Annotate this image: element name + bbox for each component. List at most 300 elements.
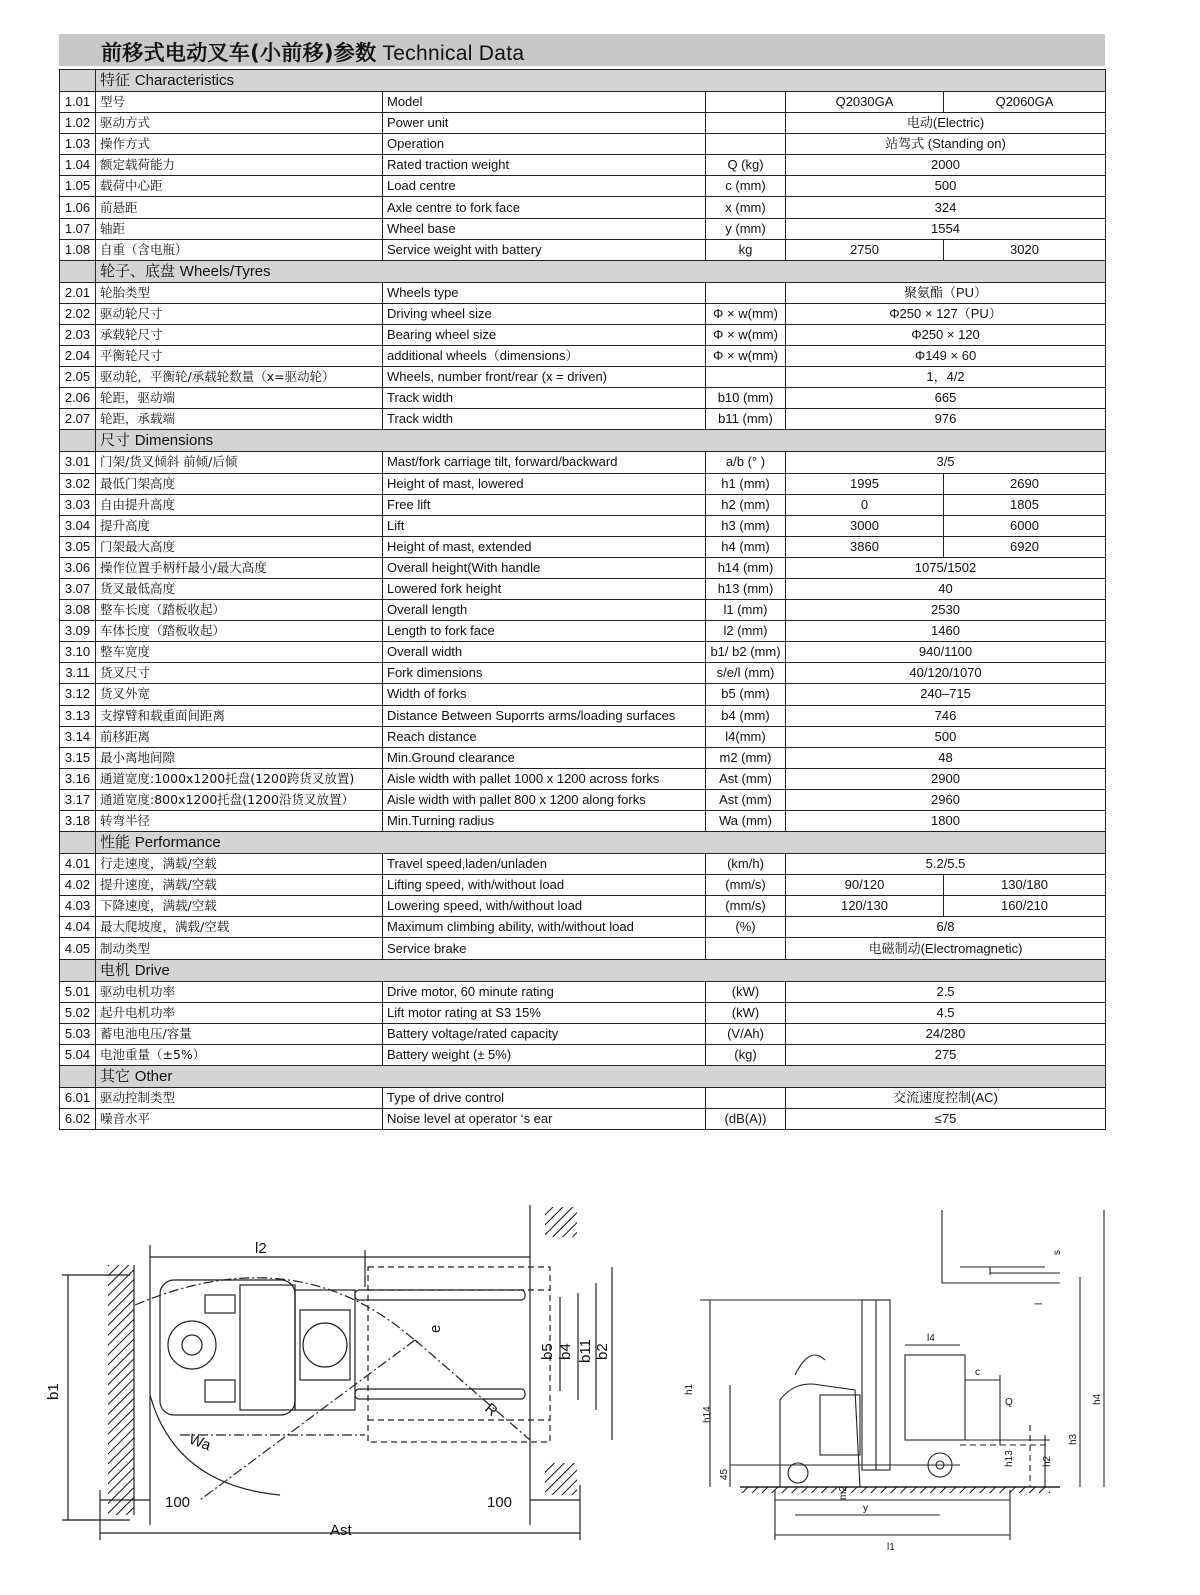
row-value: 1075/1502 [786, 557, 1106, 578]
row-unit [706, 938, 786, 959]
row-value: 1，4/2 [786, 367, 1106, 388]
row-label-en: Free lift [383, 494, 706, 515]
row-unit: a/b (° ) [706, 452, 786, 473]
row-unit [706, 282, 786, 303]
row-label-en: Aisle width with pallet 800 x 1200 along forks [383, 789, 706, 810]
label-wa: Wa [186, 1430, 214, 1455]
section-title-cn: 其它 [100, 1066, 131, 1085]
row-unit: h2 (mm) [706, 494, 786, 515]
row-value: Φ149 × 60 [786, 346, 1106, 367]
row-number: 3.09 [60, 621, 96, 642]
spec-row [60, 1044, 1106, 1065]
row-unit: x (mm) [706, 197, 786, 218]
row-value: 2900 [786, 768, 1106, 789]
section-title-cn: 性能 [100, 833, 131, 852]
row-number: 1.02 [60, 113, 96, 134]
row-label-en: Axle centre to fork face [383, 197, 706, 218]
spec-row [60, 896, 1106, 917]
label-s: s [1052, 1250, 1063, 1255]
row-label-en: Driving wheel size [383, 303, 706, 324]
row-label-cn: 额定载荷能力 [96, 155, 383, 176]
title-en: Technical Data [382, 42, 525, 65]
row-unit: (mm/s) [706, 896, 786, 917]
row-label-en: Reach distance [383, 726, 706, 747]
label-b2: b2 [594, 1343, 611, 1360]
section-title [96, 260, 1106, 282]
row-unit: (dB(A)) [706, 1109, 786, 1130]
row-label-en: Height of mast, extended [383, 536, 706, 557]
section-spacer [60, 70, 96, 92]
section-title-en: Other [134, 1067, 173, 1085]
section-title-en: Dimensions [134, 432, 214, 450]
row-label-en: Lifting speed, with/without load [383, 875, 706, 896]
row-unit: Φ × w(mm) [706, 324, 786, 345]
section-header-row [60, 430, 1106, 452]
row-label-en: Lowered fork height [383, 578, 706, 599]
row-value: 3/5 [786, 452, 1106, 473]
row-label-cn: 提升速度，满载/空载 [96, 875, 383, 896]
section-header-row [60, 1065, 1106, 1087]
row-number: 6.01 [60, 1087, 96, 1108]
row-number: 1.01 [60, 92, 96, 113]
row-unit: (km/h) [706, 854, 786, 875]
spec-row [60, 197, 1106, 218]
row-value-model-2: 2690 [944, 473, 1106, 494]
row-label-en: Aisle width with pallet 1000 x 1200 across forks [383, 768, 706, 789]
row-value: 24/280 [786, 1023, 1106, 1044]
row-label-cn: 门架最大高度 [96, 536, 383, 557]
row-number: 5.03 [60, 1023, 96, 1044]
section-title-cn: 轮子、底盘 [100, 261, 176, 280]
row-value: 500 [786, 726, 1106, 747]
spec-row [60, 875, 1106, 896]
row-label-cn: 驱动轮，平衡轮/承载轮数量（x=驱动轮） [96, 367, 383, 388]
row-label-cn: 门架/货叉倾斜 前倾/后倾 [96, 452, 383, 473]
section-title-cn: 特征 [100, 71, 131, 89]
row-label-cn: 轮距，驱动端 [96, 388, 383, 409]
row-unit: s/e/l (mm) [706, 663, 786, 684]
row-number: 4.04 [60, 917, 96, 938]
row-label-cn: 整车长度（踏板收起） [96, 600, 383, 621]
rear-wheel [788, 1463, 808, 1483]
label-h1: h1 [684, 1383, 695, 1395]
row-unit: Φ × w(mm) [706, 303, 786, 324]
row-value: 40/120/1070 [786, 663, 1106, 684]
row-number: 1.08 [60, 239, 96, 260]
row-number: 4.03 [60, 896, 96, 917]
row-number: 3.08 [60, 600, 96, 621]
spec-row [60, 684, 1106, 705]
row-value: 500 [786, 176, 1106, 197]
section-spacer [60, 430, 96, 452]
row-value: 交流速度控制(AC) [786, 1087, 1106, 1108]
row-label-cn: 前移距离 [96, 726, 383, 747]
row-value: 746 [786, 705, 1106, 726]
section-title-cn: 尺寸 [100, 431, 131, 450]
row-unit: Wa (mm) [706, 811, 786, 832]
row-unit: (mm/s) [706, 875, 786, 896]
row-label-cn: 起升电机功率 [96, 1002, 383, 1023]
row-label-en: Track width [383, 409, 706, 430]
row-value: Φ250 × 120 [786, 324, 1106, 345]
row-label-en: Travel speed,laden/unladen [383, 854, 706, 875]
row-number: 2.02 [60, 303, 96, 324]
spec-row [60, 1002, 1106, 1023]
label-45: 45 [719, 1468, 730, 1480]
row-value: 665 [786, 388, 1106, 409]
row-label-en: Service brake [383, 938, 706, 959]
section-title-en: Characteristics [134, 72, 234, 89]
row-value: 站驾式 (Standing on) [786, 134, 1106, 155]
row-number: 3.07 [60, 578, 96, 599]
top-view-drawing [62, 1205, 612, 1540]
row-number: 1.04 [60, 155, 96, 176]
row-label-en: Model [383, 92, 706, 113]
page-header [59, 34, 1105, 66]
row-unit: y (mm) [706, 218, 786, 239]
section-header-row [60, 959, 1106, 981]
row-value: Φ250 × 127（PU） [786, 303, 1106, 324]
row-label-cn: 承载轮尺寸 [96, 324, 383, 345]
row-number: 3.04 [60, 515, 96, 536]
row-unit: Q (kg) [706, 155, 786, 176]
side-view-labels [684, 1250, 1103, 1553]
row-number: 5.02 [60, 1002, 96, 1023]
row-number: 5.04 [60, 1044, 96, 1065]
label-l1: l1 [887, 1542, 895, 1553]
row-label-cn: 最低门架高度 [96, 473, 383, 494]
row-value-model-2: 130/180 [944, 875, 1106, 896]
row-value: 1800 [786, 811, 1106, 832]
row-unit: (kW) [706, 1002, 786, 1023]
row-unit: Φ × w(mm) [706, 346, 786, 367]
row-number: 4.05 [60, 938, 96, 959]
row-unit: l2 (mm) [706, 621, 786, 642]
spec-row [60, 557, 1106, 578]
row-label-en: Min.Turning radius [383, 811, 706, 832]
row-value: 聚氨酯（PU） [786, 282, 1106, 303]
row-label-en: Service weight with battery [383, 239, 706, 260]
spec-row [60, 176, 1106, 197]
row-label-cn: 通道宽度:800x1200托盘(1200沿货叉放置） [96, 789, 383, 810]
wall-hatch-top-right [545, 1207, 577, 1237]
title-cn: 前移式电动叉车(小前移)参数 [101, 41, 377, 65]
row-label-en: Battery voltage/rated capacity [383, 1023, 706, 1044]
row-number: 3.03 [60, 494, 96, 515]
spec-row [60, 367, 1106, 388]
label-l2: l2 [255, 1240, 267, 1257]
row-unit: kg [706, 239, 786, 260]
row-label-cn: 驱动轮尺寸 [96, 303, 383, 324]
spec-row [60, 155, 1106, 176]
spec-row [60, 218, 1106, 239]
row-value: 976 [786, 409, 1106, 430]
row-label-cn: 货叉外宽 [96, 684, 383, 705]
row-value-model-2: 160/210 [944, 896, 1106, 917]
section-title-cn: 电机 [100, 960, 131, 979]
row-label-en: Wheels type [383, 282, 706, 303]
row-label-en: Mast/fork carriage tilt, forward/backward [383, 452, 706, 473]
row-unit: h14 (mm) [706, 557, 786, 578]
label-b4: b4 [557, 1343, 574, 1360]
label-100-right: 100 [487, 1494, 513, 1511]
spec-row [60, 1087, 1106, 1108]
label-b1: b1 [45, 1383, 62, 1400]
label-h14: h14 [702, 1406, 713, 1423]
spec-row [60, 747, 1106, 768]
fork-lower [355, 1389, 525, 1399]
spec-row [60, 621, 1106, 642]
row-number: 2.03 [60, 324, 96, 345]
label-l4: l4 [927, 1333, 935, 1344]
row-number: 2.06 [60, 388, 96, 409]
row-value: 1554 [786, 218, 1106, 239]
row-number: 2.01 [60, 282, 96, 303]
row-value: ≤75 [786, 1109, 1106, 1130]
row-value-model-2: 6000 [944, 515, 1106, 536]
spec-row [60, 346, 1106, 367]
row-label-cn: 下降速度，满载/空载 [96, 896, 383, 917]
spec-row [60, 239, 1106, 260]
row-value: 2000 [786, 155, 1106, 176]
row-unit: Ast (mm) [706, 768, 786, 789]
row-value: 40 [786, 578, 1106, 599]
row-number: 5.01 [60, 981, 96, 1002]
row-number: 3.18 [60, 811, 96, 832]
section-spacer [60, 260, 96, 282]
section-title-en: Performance [134, 834, 221, 852]
row-label-cn: 支撑臂和载重面间距离 [96, 705, 383, 726]
row-label-cn: 车体长度（踏板收起） [96, 621, 383, 642]
row-number: 3.02 [60, 473, 96, 494]
section-title [96, 959, 1106, 981]
row-number: 3.01 [60, 452, 96, 473]
row-number: 3.15 [60, 747, 96, 768]
row-label-en: Fork dimensions [383, 663, 706, 684]
row-label-cn: 货叉尺寸 [96, 663, 383, 684]
row-unit: b5 (mm) [706, 684, 786, 705]
spec-row [60, 134, 1106, 155]
row-number: 4.02 [60, 875, 96, 896]
row-number: 2.05 [60, 367, 96, 388]
row-label-cn: 驱动方式 [96, 113, 383, 134]
section-spacer [60, 959, 96, 981]
row-value: 1460 [786, 621, 1106, 642]
row-unit [706, 134, 786, 155]
row-value: 2.5 [786, 981, 1106, 1002]
technical-drawings [0, 1195, 1200, 1595]
row-label-cn: 载荷中心距 [96, 176, 383, 197]
spec-row [60, 303, 1106, 324]
row-value: 48 [786, 747, 1106, 768]
spec-row [60, 282, 1106, 303]
spec-row [60, 515, 1106, 536]
row-value: 275 [786, 1044, 1106, 1065]
row-unit: h13 (mm) [706, 578, 786, 599]
section-header-row [60, 832, 1106, 854]
spec-row [60, 705, 1106, 726]
row-number: 3.16 [60, 768, 96, 789]
spec-row [60, 1023, 1106, 1044]
row-value-model-2: 3020 [944, 239, 1106, 260]
row-value-model-2: 6920 [944, 536, 1106, 557]
row-label-en: Rated traction weight [383, 155, 706, 176]
spec-row [60, 768, 1106, 789]
row-label-en: Type of drive control [383, 1087, 706, 1108]
page-title [101, 37, 524, 67]
row-label-cn: 电池重量（±5%） [96, 1044, 383, 1065]
row-label-en: Drive motor, 60 minute rating [383, 981, 706, 1002]
label-b5: b5 [539, 1343, 556, 1360]
section-title [96, 1065, 1106, 1087]
label-e: e [427, 1324, 444, 1333]
row-label-cn: 提升高度 [96, 515, 383, 536]
label-100-left: 100 [165, 1494, 191, 1511]
row-label-en: Noise level at operator ‘s ear [383, 1109, 706, 1130]
row-unit: m2 (mm) [706, 747, 786, 768]
row-label-cn: 驱动控制类型 [96, 1087, 383, 1108]
spec-row [60, 324, 1106, 345]
row-label-en: Power unit [383, 113, 706, 134]
row-label-cn: 货叉最低高度 [96, 578, 383, 599]
row-value: 4.5 [786, 1002, 1106, 1023]
row-label-cn: 行走速度，满载/空载 [96, 854, 383, 875]
row-label-cn: 转弯半径 [96, 811, 383, 832]
spec-row [60, 811, 1106, 832]
spec-row [60, 981, 1106, 1002]
row-label-cn: 自重（含电瓶） [96, 239, 383, 260]
label-ast: Ast [330, 1522, 352, 1539]
row-label-en: Length to fork face [383, 621, 706, 642]
row-number: 2.04 [60, 346, 96, 367]
section-title-en: Drive [134, 961, 170, 979]
row-label-en: Width of forks [383, 684, 706, 705]
row-label-cn: 型号 [96, 92, 383, 113]
label-y: y [863, 1503, 868, 1514]
spec-row [60, 452, 1106, 473]
row-value-model-2: 1805 [944, 494, 1106, 515]
row-label-cn: 制动类型 [96, 938, 383, 959]
spec-row [60, 917, 1106, 938]
spec-row [60, 1109, 1106, 1130]
row-number: 6.02 [60, 1109, 96, 1130]
spec-row [60, 663, 1106, 684]
row-value: 5.2/5.5 [786, 854, 1106, 875]
spec-row [60, 536, 1106, 557]
label-h13: h13 [1004, 1450, 1015, 1467]
spec-row [60, 473, 1106, 494]
row-label-en: additional wheels（dimensions） [383, 346, 706, 367]
row-value-model-1: 2750 [786, 239, 944, 260]
label-h4: h4 [1092, 1393, 1103, 1405]
spec-row [60, 938, 1106, 959]
section-header-row [60, 260, 1106, 282]
spec-row [60, 600, 1106, 621]
spec-table [59, 69, 1106, 1130]
row-unit [706, 113, 786, 134]
row-label-en: Track width [383, 388, 706, 409]
row-value-model-1: 1995 [786, 473, 944, 494]
row-label-en: Distance Between Suporrts arms/loading surfaces [383, 705, 706, 726]
section-header-row [60, 70, 1106, 92]
section-spacer [60, 1065, 96, 1087]
row-number: 1.03 [60, 134, 96, 155]
section-title [96, 70, 1106, 92]
row-label-en: Height of mast, lowered [383, 473, 706, 494]
spec-row [60, 409, 1106, 430]
row-value: 电磁制动(Electromagnetic) [786, 938, 1106, 959]
spec-row [60, 789, 1106, 810]
row-value: 6/8 [786, 917, 1106, 938]
row-unit: l4(mm) [706, 726, 786, 747]
row-unit: b10 (mm) [706, 388, 786, 409]
row-label-cn: 平衡轮尺寸 [96, 346, 383, 367]
spec-row [60, 388, 1106, 409]
label-m2: m2 [838, 1486, 849, 1500]
row-unit: (V/Ah) [706, 1023, 786, 1044]
row-label-en: Battery weight (± 5%) [383, 1044, 706, 1065]
row-unit: h4 (mm) [706, 536, 786, 557]
row-value-model-1: 3860 [786, 536, 944, 557]
row-number: 3.11 [60, 663, 96, 684]
row-value: 2960 [786, 789, 1106, 810]
row-number: 2.07 [60, 409, 96, 430]
wall-hatch-left [108, 1265, 134, 1515]
row-label-cn: 前悬距 [96, 197, 383, 218]
row-number: 3.17 [60, 789, 96, 810]
row-value-model-1: 120/130 [786, 896, 944, 917]
row-label-cn: 自由提升高度 [96, 494, 383, 515]
spec-row [60, 726, 1106, 747]
row-value-model-1: Q2030GA [786, 92, 944, 113]
side-view-drawing [700, 1210, 1104, 1540]
row-value: 2530 [786, 600, 1106, 621]
row-value-model-1: 0 [786, 494, 944, 515]
row-label-cn: 最小离地间隙 [96, 747, 383, 768]
spec-row [60, 854, 1106, 875]
row-unit [706, 1087, 786, 1108]
row-value: 240–715 [786, 684, 1106, 705]
row-label-en: Lift [383, 515, 706, 536]
label-q: Q [1005, 1397, 1013, 1408]
row-number: 3.06 [60, 557, 96, 578]
row-unit: l1 (mm) [706, 600, 786, 621]
row-unit: b1/ b2 (mm) [706, 642, 786, 663]
row-label-en: Operation [383, 134, 706, 155]
row-label-cn: 整车宽度 [96, 642, 383, 663]
row-number: 4.01 [60, 854, 96, 875]
row-value-model-1: 90/120 [786, 875, 944, 896]
label-h3: h3 [1068, 1433, 1079, 1445]
fork-upper [355, 1290, 525, 1300]
row-unit: Ast (mm) [706, 789, 786, 810]
spec-row [60, 578, 1106, 599]
section-spacer [60, 832, 96, 854]
spec-row [60, 642, 1106, 663]
label-r: R [481, 1400, 501, 1421]
row-number: 3.14 [60, 726, 96, 747]
row-label-en: Overall height(With handle [383, 557, 706, 578]
row-unit [706, 367, 786, 388]
label-b11: b11 [577, 1339, 594, 1363]
row-unit [706, 92, 786, 113]
row-label-cn: 操作位置手柄杆最小/最大高度 [96, 557, 383, 578]
row-label-cn: 蓄电池电压/容量 [96, 1023, 383, 1044]
row-unit: (kg) [706, 1044, 786, 1065]
spec-row [60, 92, 1106, 113]
row-value: 940/1100 [786, 642, 1106, 663]
row-label-cn: 轮距，承载端 [96, 409, 383, 430]
